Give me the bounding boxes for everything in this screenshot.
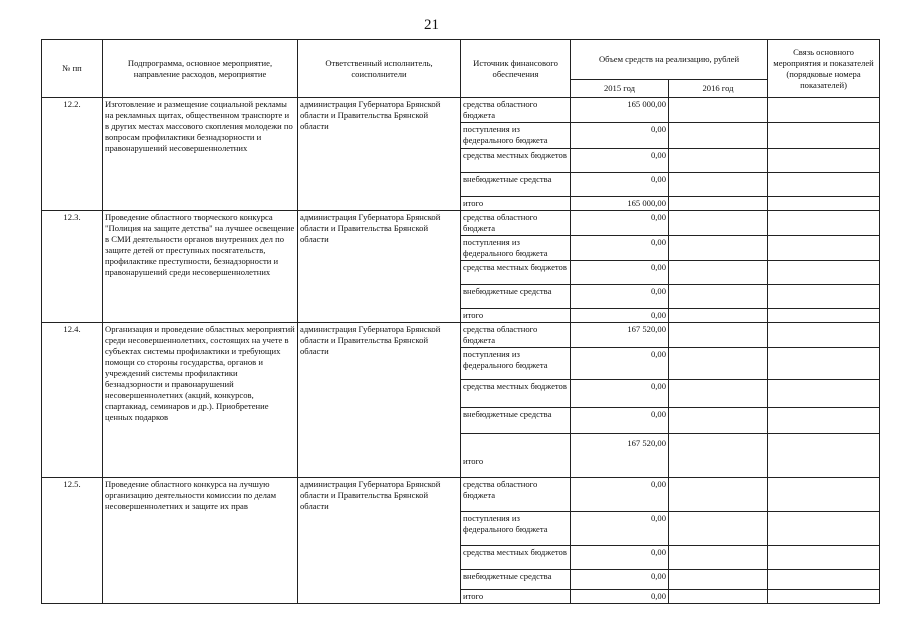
source-cell: внебюджетные средства <box>461 285 571 309</box>
value-2016 <box>669 348 768 380</box>
value-2015-total: 167 520,00 <box>571 434 669 478</box>
value-2016 <box>669 173 768 197</box>
header-executor: Ответственный исполнитель, соисполнители <box>298 40 461 98</box>
value-2015: 0,00 <box>571 348 669 380</box>
entry-executor: администрация Губернатора Брянской области и Правительства Брянской области <box>298 478 461 604</box>
header-num: № пп <box>42 40 103 98</box>
value-2015-total: 0,00 <box>571 590 669 604</box>
source-cell: средства областного бюджета <box>461 98 571 123</box>
header-source: Источник финансового обеспечения <box>461 40 571 98</box>
value-2016 <box>669 590 768 604</box>
value-2015: 165 000,00 <box>571 98 669 123</box>
link-cell <box>768 211 880 236</box>
header-2015: 2015 год <box>571 80 669 98</box>
value-2015: 0,00 <box>571 512 669 546</box>
value-2016 <box>669 98 768 123</box>
value-2016 <box>669 149 768 173</box>
link-cell <box>768 348 880 380</box>
link-cell <box>768 98 880 123</box>
value-2016 <box>669 478 768 512</box>
link-cell <box>768 408 880 434</box>
value-2016 <box>669 512 768 546</box>
source-total: итого <box>461 590 571 604</box>
budget-table <box>41 39 880 604</box>
value-2016 <box>669 408 768 434</box>
header-link: Связь основного мероприятия и показателей (порядковые номера показателей) <box>768 40 880 98</box>
value-2015: 0,00 <box>571 408 669 434</box>
source-total: итого <box>461 197 571 211</box>
value-2015-total: 165 000,00 <box>571 197 669 211</box>
entry-num: 12.5. <box>42 478 103 604</box>
header-program: Подпрограмма, основное мероприятие, направление расходов, мероприятие <box>103 40 298 98</box>
value-2016 <box>669 546 768 570</box>
entry-num: 12.2. <box>42 98 103 211</box>
source-cell: средства областного бюджета <box>461 211 571 236</box>
source-cell: внебюджетные средства <box>461 408 571 434</box>
value-2016 <box>669 197 768 211</box>
value-2015: 167 520,00 <box>571 323 669 348</box>
value-2015: 0,00 <box>571 173 669 197</box>
value-2015: 0,00 <box>571 380 669 408</box>
source-cell: поступления из федерального бюджета <box>461 123 571 149</box>
value-2016 <box>669 434 768 478</box>
entry-title: Организация и проведение областных мероприятий среди несовершеннолетних, состоящих на учете в субъектах системы профилактики и требующих помощи со стороны государства, органов и учреждений системы профилактики безнадзорности и правонарушений несовершеннолетних (акций, конкурсов, спартакиад, семинаров и др.). Приобретение ценных подарков <box>103 323 298 478</box>
link-cell <box>768 149 880 173</box>
link-cell <box>768 590 880 604</box>
link-cell <box>768 261 880 285</box>
source-cell: поступления из федерального бюджета <box>461 348 571 380</box>
source-cell: средства местных бюджетов <box>461 261 571 285</box>
page-number: 21 <box>424 17 439 33</box>
entry-12-2 <box>42 98 880 211</box>
value-2015: 0,00 <box>571 478 669 512</box>
source-cell: внебюджетные средства <box>461 570 571 590</box>
source-total: итого <box>461 434 571 478</box>
entry-title: Проведение областного конкурса на лучшую организацию деятельности комиссии по делам несовершеннолетних и защите их прав <box>103 478 298 604</box>
value-2015: 0,00 <box>571 546 669 570</box>
link-cell <box>768 309 880 323</box>
source-total: итого <box>461 309 571 323</box>
source-cell: средства местных бюджетов <box>461 149 571 173</box>
entry-num: 12.4. <box>42 323 103 478</box>
entry-executor: администрация Губернатора Брянской области и Правительства Брянской области <box>298 323 461 478</box>
value-2015: 0,00 <box>571 123 669 149</box>
source-cell: средства местных бюджетов <box>461 380 571 408</box>
source-cell: поступления из федерального бюджета <box>461 512 571 546</box>
source-cell: средства местных бюджетов <box>461 546 571 570</box>
link-cell <box>768 380 880 408</box>
entry-executor: администрация Губернатора Брянской области и Правительства Брянской области <box>298 211 461 323</box>
entry-12-3 <box>42 211 880 323</box>
link-cell <box>768 323 880 348</box>
link-cell <box>768 478 880 512</box>
entry-12-5 <box>42 478 880 604</box>
entry-num: 12.3. <box>42 211 103 323</box>
value-2015: 0,00 <box>571 285 669 309</box>
link-cell <box>768 570 880 590</box>
link-cell <box>768 285 880 309</box>
source-cell: средства областного бюджета <box>461 323 571 348</box>
link-cell <box>768 173 880 197</box>
value-2015-total: 0,00 <box>571 309 669 323</box>
value-2016 <box>669 570 768 590</box>
value-2015: 0,00 <box>571 236 669 261</box>
link-cell <box>768 434 880 478</box>
entry-title: Проведение областного творческого конкурса "Полиция на защите детства" на лучшее освещение в СМИ деятельности органов внутренних дел по защите детей от преступных посягательств, профилактике преступности, безнадзорности и правонарушений среди несовершеннолетних <box>103 211 298 323</box>
entry-title: Изготовление и размещение социальной рекламы на рекламных щитах, общественном транспорте и в других местах массового скопления молодежи по вопросам профилактики безнадзорности и правонарушений несовершеннолетних <box>103 98 298 211</box>
value-2016 <box>669 323 768 348</box>
link-cell <box>768 546 880 570</box>
value-2015: 0,00 <box>571 261 669 285</box>
value-2016 <box>669 380 768 408</box>
link-cell <box>768 512 880 546</box>
value-2016 <box>669 309 768 323</box>
source-cell: внебюджетные средства <box>461 173 571 197</box>
header-volume: Объем средств на реализацию, рублей <box>571 40 768 80</box>
value-2015: 0,00 <box>571 570 669 590</box>
value-2015: 0,00 <box>571 149 669 173</box>
value-2016 <box>669 261 768 285</box>
value-2015: 0,00 <box>571 211 669 236</box>
source-cell: средства областного бюджета <box>461 478 571 512</box>
value-2016 <box>669 123 768 149</box>
value-2016 <box>669 211 768 236</box>
entry-12-4 <box>42 323 880 478</box>
link-cell <box>768 123 880 149</box>
link-cell <box>768 236 880 261</box>
value-2016 <box>669 236 768 261</box>
value-2016 <box>669 285 768 309</box>
entry-executor: администрация Губернатора Брянской области и Правительства Брянской области <box>298 98 461 211</box>
source-cell: поступления из федерального бюджета <box>461 236 571 261</box>
link-cell <box>768 197 880 211</box>
header-2016: 2016 год <box>669 80 768 98</box>
